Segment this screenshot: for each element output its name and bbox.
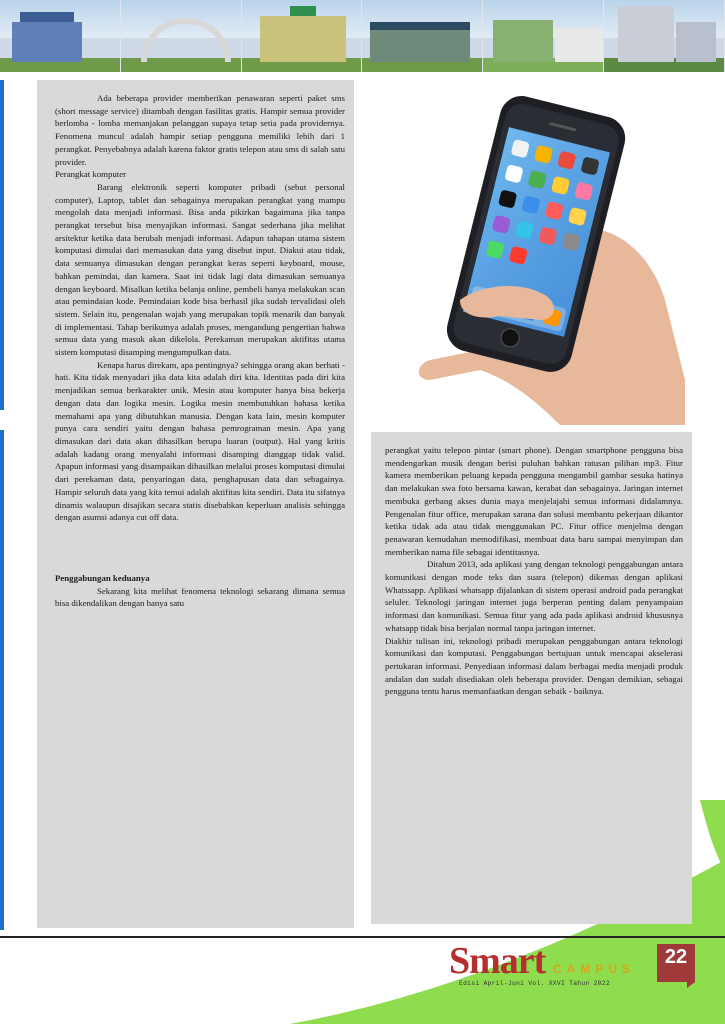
section-heading: Perangkat komputer — [55, 169, 127, 180]
smartphone-hand-icon — [360, 80, 685, 425]
right-article-column — [385, 444, 683, 698]
brand-main-text: Smart — [449, 940, 546, 982]
paragraph: Sekarang kita melihat fenomena teknologi sekarang dimana semua bisa dikendalikan dengan hanya satu — [55, 585, 345, 609]
smartphone-photo — [360, 80, 685, 425]
left-article-column — [55, 92, 345, 610]
paragraph: Diakhir tulisan ini, teknologi pribadi merupakan penggabungan antara teknologi komunikasi dan komputasi. Penggabungan bertujuan untuk mencapai akselerasi pertukaran informasi. Penyediaan informasi dalam berbagai media menjadi produk andalan dan sudah disediakan oleh beberapa provider. Dengan demikian, sebagai pengguna tentu harus memanfaatkan dengan sebaik - baiknya. — [385, 635, 683, 697]
banner-photo-1 — [0, 0, 121, 72]
section-heading: Penggabungan keduanya — [55, 572, 150, 583]
banner-photo-4 — [362, 0, 483, 72]
paragraph: Ditahun 2013, ada aplikasi yang dengan teknologi penggabungan antara komunikasi dengan mode teks dan suara (telepon) dikemas dengan aplikasi Whatssapp. Aplikasi whatsapp dijalankan di sistem operasi android pada perangkat seluler. Teknologi jaringan internet juga berperan penting dalam penyampaian informasi dan komunikasi. Semua fitur yang ada pada aplikasi android khususnya whatsapp tidak bisa berjalan normal tanpa jaringan internet. — [385, 559, 683, 633]
banner-photo-2 — [121, 0, 242, 72]
paragraph: Ada beberapa provider memberikan penawaran seperti paket sms (short message service) ditambah dengan fasilitas gratis. Hampir semua provider berlomba - lomba memanjakan pelanggan supaya tetap setia pada providernya. Fenomena muncul adalah hampir setiap pengguna memiliki lebih dari 1 perangkat. Penyebabnya adalah karena faktor gratis telepon atau sms di salah satu provider. — [55, 93, 345, 167]
left-accent-line — [0, 80, 4, 410]
banner-photo-3 — [242, 0, 363, 72]
paragraph: Barang elektronik seperti komputer pribadi (sebut personal computer), Laptop, tablet dan sebagainya merupakan perangkat yang mampu mengolah data menjadi informasi. Bisa anda pikirkan bagaimana jika tanpa perangkat tersebut bisa menyajikan informasi. Sangat sederhana jika melihat arsitektur ketika data berubah menjadi informasi. Adapun tahapan utama sistem komputasi dimulai dari memasukan data yang disebut input. Diakui atau tidak, data semuanya dimasukan dengan perangkat keras seperti keyboard, mouse, bahkan pemindai, dan kamera. Saat ini tidak lagi data dimasukan semuanya dengan keyboard. Misalkan ketika belanja online, pembeli hanya melakukan scan atau pemindaian kode. Pemindaian kode bisa berhasil jika sudah tervalidasi oleh sistem. Selain itu, pengenalan wajah yang merupakan topik menarik dan banyak di implementasi. Tahap berikutnya adalah proses, mengandung pengertian bahwa semua data yang masuk akan dikelola. Perekaman merupakan aktifitas utama sistem komputasi disamping mengumpulkan data. — [55, 181, 345, 358]
campus-buildings-banner — [0, 0, 725, 72]
brand-sub-text: CAMPUS — [553, 962, 636, 976]
paragraph: Kenapa harus direkam, apa pentingnya? sehingga orang akan berhati - hati. Kita tidak menyadari jika data kita adalah diri kita. Identitas pada diri kita menjadikan semua berkarakter unik. Mesin atau komputer hanya bisa bekerja dengan data dan logika mesin. Logika mesin membutuhkan bahasa ketika memahami apa yang dibutuhkan manusia. Dengan kata lain, mesin komputer punya cara sendiri yaitu dengan bahasa pemrograman mesin. Apa yang dimasukan dari data akan dihasilkan berupa luaran (output). Hal yang kritis adalah kadang orang menyalahi informasi disamping dianggap tidak valid. Apapun informasi yang disampaikan dihasilkan melalui proses komputasi dimulai dari perekaman data, penyaringan data, penghapusan data dan sebagainya. Hampir seluruh data yang kita temui adalah aktifitas kita sendiri. Data itu sifatnya dinamis walaupun disajikan secara statis disebabkan keperluan analisis sehingga dengan asumsi adanya cut off data. — [55, 359, 345, 523]
smart-campus-logo — [449, 942, 659, 992]
page-number: 22 — [664, 946, 688, 968]
banner-photo-6 — [604, 0, 725, 72]
edition-text: Edisi April-Juni Vol. XXVI Tahun 2022 — [459, 980, 610, 987]
paragraph: perangkat yaitu telepon pintar (smart phone). Dengan smartphone pengguna bisa mendengarkan musik dengan berisi puluhan bahkan ratusan pilihan mp3. Fitur kamera memberikan peluang kepada pengguna mengambil gambar sesuka hatinya dan melakukan swa foto bersama kawan, kerabat dan sebagainya. Jaringan internet membuka gerbang akses dunia maya menjelajahi semua informasi didalamnya. Pengenalan fitur office, merupakan sarana dan solusi membantu pekerjaan dikantor ketika tidak ada atau tidak menggunakan PC. Fitur office menjelma dengan penawaran kemudahan memodifikasi, membuat data baru sampai menyimpan dan memberikan nama file sebagai identitasnya. — [385, 445, 683, 557]
footer-divider — [0, 936, 725, 938]
banner-photo-5 — [483, 0, 604, 72]
